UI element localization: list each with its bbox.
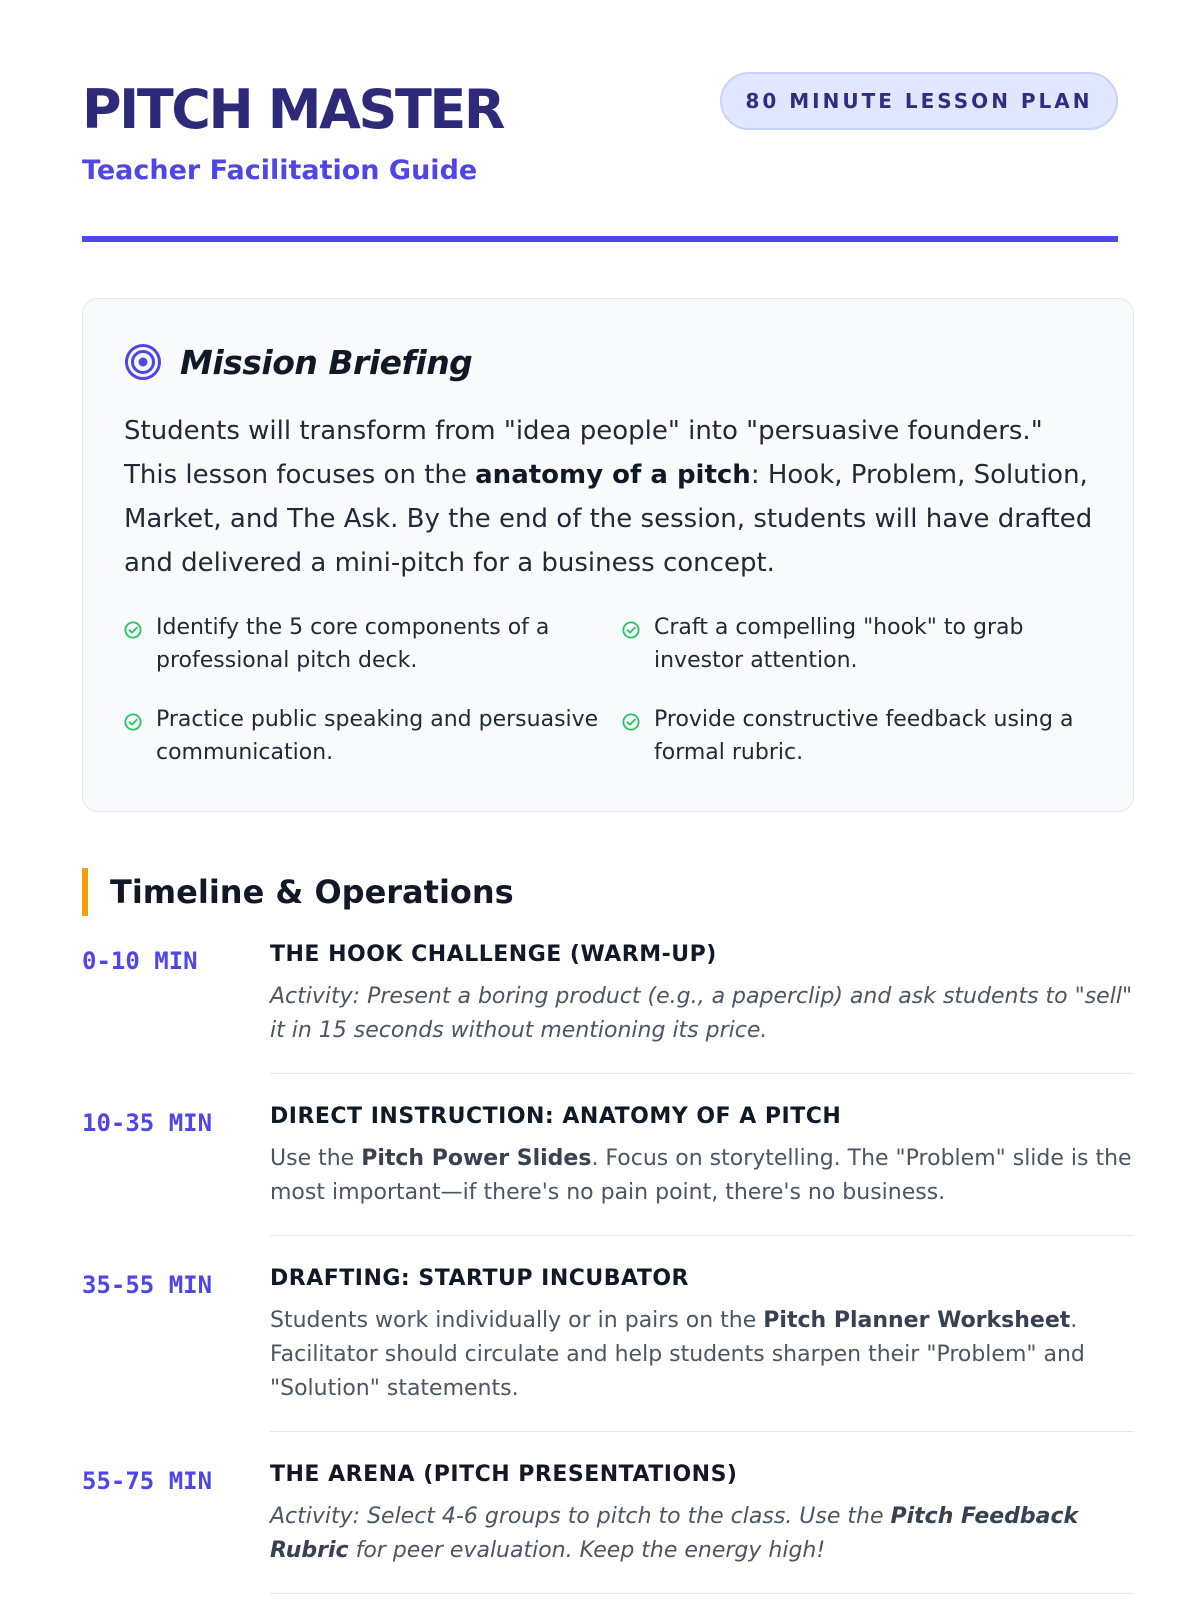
- objectives-list: [124, 611, 1093, 769]
- timeline-item: [82, 940, 1134, 1074]
- objective-item: [124, 611, 622, 677]
- timeline-item-description: [270, 1500, 1134, 1568]
- timeline-content: [270, 940, 1134, 1048]
- timeline-item-title: DIRECT INSTRUCTION: ANATOMY OF A PITCH: [270, 1104, 842, 1129]
- timeline-title: Timeline & Operations: [110, 873, 514, 911]
- timeline-item-title: THE HOOK CHALLENGE (WARM-UP): [270, 942, 717, 967]
- timeline-time: 0-10 MIN: [82, 947, 198, 975]
- timeline-item: [82, 1264, 1134, 1432]
- mission-text-bold: anatomy of a pitch: [475, 460, 751, 490]
- timeline-time: 35-55 MIN: [82, 1271, 213, 1299]
- desc-text-b: . Facilitator should circulate and help students sharpen their "Problem" and "Solution" statements.: [270, 1308, 1085, 1401]
- target-icon: [124, 343, 162, 381]
- timeline-item: [82, 1460, 1134, 1594]
- objective-text: Provide constructive feedback using a formal rubric.: [654, 707, 1074, 765]
- desc-text-a: Students work individually or in pairs on the: [270, 1308, 764, 1333]
- desc-text-b: . Focus on storytelling. The "Problem" slide is the most important—if there's no pain point, there's no business.: [270, 1146, 1132, 1205]
- check-circle-icon: [124, 621, 142, 639]
- desc-text-a: Activity: Select 4-6 groups to pitch to the class. Use the: [270, 1504, 891, 1529]
- timeline-content: [270, 1102, 1134, 1210]
- objective-text: Identify the 5 core components of a professional pitch deck.: [156, 615, 550, 673]
- page-title: PITCH MASTER: [82, 78, 504, 141]
- desc-text-b: for peer evaluation. Keep the energy high!: [348, 1538, 826, 1563]
- mission-description: [124, 409, 1093, 585]
- timeline-item-title: THE ARENA (PITCH PRESENTATIONS): [270, 1462, 738, 1487]
- duration-badge: 80 MINUTE LESSON PLAN: [720, 72, 1118, 130]
- timeline-list: [82, 940, 1134, 1622]
- header-divider: [82, 236, 1118, 242]
- check-circle-icon: [622, 713, 640, 731]
- mission-title: Mission Briefing: [180, 342, 473, 382]
- objective-text: Practice public speaking and persuasive communication.: [156, 707, 599, 765]
- mission-briefing-card: [82, 298, 1134, 812]
- timeline-content: [270, 1264, 1134, 1406]
- timeline-item-description: [270, 1304, 1134, 1406]
- check-circle-icon: [622, 621, 640, 639]
- desc-text-bold: Pitch Planner Worksheet: [763, 1308, 1071, 1333]
- mission-text-b: : Hook, Problem, Solution, Market, and The Ask. By the end of the session, students will have drafted and delivered a mini-pitch for a business concept.: [124, 460, 1093, 578]
- timeline-header: [82, 868, 514, 916]
- page-header: [82, 0, 1118, 242]
- timeline-item-title: DRAFTING: STARTUP INCUBATOR: [270, 1266, 689, 1291]
- timeline-time: 10-35 MIN: [82, 1109, 213, 1137]
- timeline-item: [82, 1102, 1134, 1236]
- timeline-content: [270, 1460, 1134, 1568]
- check-circle-icon: [124, 713, 142, 731]
- objective-text: Craft a compelling "hook" to grab investor attention.: [654, 615, 1024, 673]
- timeline-time: 55-75 MIN: [82, 1467, 213, 1495]
- desc-text-a: Activity: Present a boring product (e.g., a paperclip) and ask students to "sell" it in 15 seconds without mentioning its price.: [270, 984, 1133, 1043]
- desc-text-bold: Pitch Feedback Rubric: [270, 1504, 1079, 1563]
- section-accent-bar: [82, 868, 88, 916]
- page-subtitle: Teacher Facilitation Guide: [82, 155, 478, 186]
- mission-header: [124, 337, 1093, 387]
- desc-text-bold: Pitch Power Slides: [361, 1146, 592, 1171]
- timeline-item-description: [270, 980, 1134, 1048]
- desc-text-a: Use the: [270, 1146, 362, 1171]
- objective-item: [124, 703, 622, 769]
- objective-item: [622, 611, 1102, 677]
- timeline-item-description: [270, 1142, 1134, 1210]
- objective-item: [622, 703, 1102, 769]
- mission-text-a: Students will transform from "idea people" into "persuasive founders." This lesson focuses on the: [124, 416, 1043, 490]
